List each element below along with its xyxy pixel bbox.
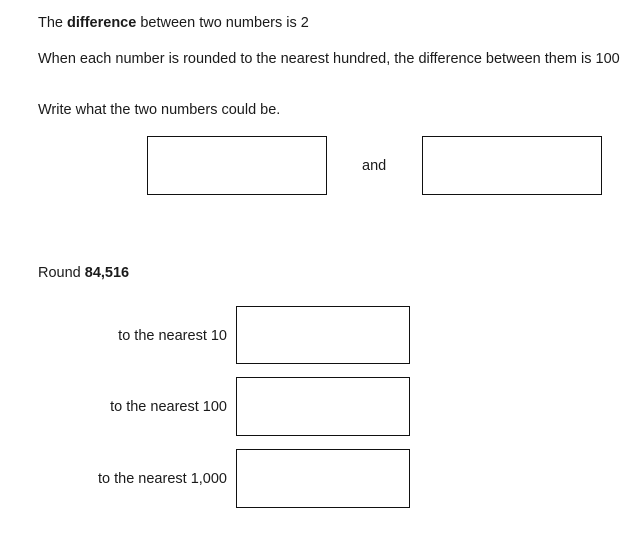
question1-statement xyxy=(38,15,309,32)
statement-prefix: The xyxy=(38,15,68,31)
keyword-difference: difference xyxy=(67,15,137,31)
question2-title xyxy=(38,265,129,282)
label-nearest-100: to the nearest 100 xyxy=(110,399,227,415)
answer-box-nearest-1000[interactable] xyxy=(236,449,410,508)
question1-condition: When each number is rounded to the nearest hundred, the difference between them is 100 xyxy=(38,51,620,67)
answer-box-first-number[interactable] xyxy=(147,136,327,195)
answer-box-nearest-10[interactable] xyxy=(236,306,410,364)
statement-suffix: between two numbers is 2 xyxy=(136,15,309,31)
answer-box-nearest-100[interactable] xyxy=(236,377,410,436)
round-number: 84,516 xyxy=(84,265,130,281)
label-nearest-10: to the nearest 10 xyxy=(118,328,227,344)
question1-instruction: Write what the two numbers could be. xyxy=(38,102,281,118)
round-prefix: Round xyxy=(38,265,85,281)
label-nearest-1000: to the nearest 1,000 xyxy=(98,471,227,487)
answer-box-second-number[interactable] xyxy=(422,136,602,195)
and-label: and xyxy=(362,158,387,174)
